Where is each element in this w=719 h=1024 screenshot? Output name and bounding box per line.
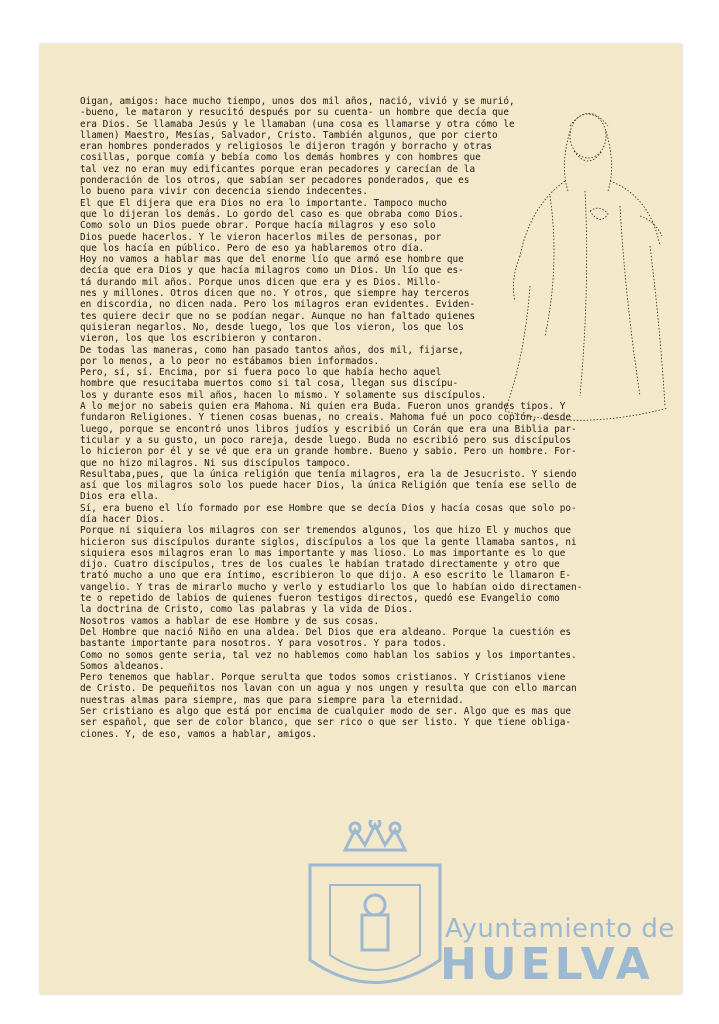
text-line: ser español, que ser de color blanco, que ser rico o que ser listo. Y que tiene obliga- [80, 717, 572, 729]
text-line: nuestras almas para siempre, mas que para siempre para la eternidad. [80, 694, 464, 706]
text-line: te o repetido de labios de quienes fueron testigos directos, quedó ese Evangelio como [80, 593, 560, 605]
text-line: Pero tenemos que hablar. Porque serulta que todos somos cristianos. Y Cristianos viene [80, 672, 566, 684]
text-line: Resultaba,pues, que la única religión que tenía milagros, era la de Jesucristo. Y siendo [80, 468, 577, 480]
text-line: Como no somos gente seria, tal vez no hablemos como hablan los sabios y los importantes. [80, 649, 577, 661]
text-line: nes y millones. Otros dicen que no. Y otros, que siempre hay terceros [80, 288, 470, 300]
text-line: tes quiere decir que no se podían negar. Aunque no han faltado quienes [80, 310, 476, 322]
text-line: dijo. Cuatro discípulos, tres de los cuales le habían tratado directamente y otro que [80, 559, 560, 571]
paper-sheet [40, 44, 682, 994]
text-line: quisieran negarlos. No, desde luego, los que los vieron, los que los [80, 321, 464, 333]
text-line: bastante importante para nosotros. Y para vosotros. Y para todos. [80, 638, 447, 650]
text-line: lo hicieron por él y se vé que era un grande hombre. Bueno y sabio. Pero un hombre. For- [80, 446, 577, 458]
text-line: ciones. Y, de eso, vamos a hablar, amigos. [80, 728, 318, 740]
text-line: Sí, era bueno el lío formado por ese Hombre que se decía Dios y hacía cosas que solo po- [80, 502, 577, 514]
text-line: Dios puede hacerlos. Y le vieron hacerlos miles de personas, por [80, 231, 442, 243]
text-line: que los hacía en público. Pero de eso ya hablaremos otro día. [80, 242, 425, 254]
text-line: que lo dijeran los demás. Lo gordo del caso es que obraba como Dios. [80, 208, 464, 220]
text-line: Como solo un Dios puede obrar. Porque hacía milagros y eso solo [80, 220, 436, 232]
text-line: Oigan, amigos: hace mucho tiempo, unos dos mil años, nació, vivió y se murió, [80, 96, 515, 107]
text-line: fundaron Religiones. Y tienen cosas buenas, no creais. Mahoma fué un poco copión, desde [80, 412, 572, 424]
text-line: Porque ni siquiera los milagros con ser tremendos algunos, los que hizo El y muchos que [80, 525, 572, 537]
text-line: -bueno, le mataron y resucitó después por su cuenta- un hombre que decía que [80, 107, 509, 119]
jesus-sketch-illustration [490, 96, 680, 426]
text-line: ponderación de los otros, que sabían ser pecadores ponderados, que es [80, 175, 470, 187]
text-line: era Dios. Se llamaba Jesús y le llamaban (una cosa es llamarse y otra cómo le [80, 118, 515, 130]
text-line: ticular y a su gusto, un poco rareja, desde luego. Buda no escribió pero sus discípulos [80, 434, 572, 446]
text-line: vangelio. Y tras de mirarlo mucho y verlo y estudiarlo los que lo habían oido directamen- [80, 581, 583, 593]
text-line: luego, porque se encontró unos libros judíos y escribió un Corán que era una Biblia par- [80, 423, 577, 435]
text-line: que no hizo milagros. Ni sus discípulos tampoco. [80, 457, 351, 469]
text-line: Pero, sí, sí. Encima, por si fuera poco lo que había hecho aquel [80, 367, 442, 379]
text-line: tal vez no eran muy edificantes porque eran pecadores y carecían de la [80, 163, 476, 175]
text-line: día hacer Dios. [80, 513, 165, 525]
text-line: Nosotros vamos a hablar de ese Hombre y de sus cosas. [80, 615, 380, 627]
text-line: Hoy no vamos a hablar mas que del enorme lío que armó ese hombre que [80, 254, 464, 266]
text-line: cosillas, porque comía y bebía como los demás hombres y con hombres que [80, 152, 481, 164]
text-line: por lo menos, a lo peor no estábamos bien informados. [80, 355, 380, 367]
text-line: Somos aldeanos. [80, 660, 165, 672]
watermark-line1: Ayuntamiento de [445, 914, 675, 944]
text-line: siquiera esos milagros eran lo mas importante y mas lioso. Lo mas importante es lo que [80, 547, 566, 559]
text-line: Dios era ella. [80, 491, 160, 503]
text-line: Del Hombre que nació Niño en una aldea. Del Dios que era aldeano. Porque la cuestión es [80, 626, 572, 638]
text-line: De todas las maneras, como han pasado tantos años, dos mil, fijarse, [80, 344, 464, 356]
text-line: lo bueno para vivir con decencia siendo indecentes. [80, 186, 368, 198]
watermark-line2: HUELVA [440, 939, 654, 990]
text-line: tá durando mil años. Porque unos dicen que era y es Dios. Millo- [80, 276, 442, 288]
text-line: hombre que resucitaba muertos como si tal cosa, llegan sus discípu- [80, 378, 459, 390]
text-line: hicieron sus discípulos durante siglos, discípulos a los que la gente llamaba santos, ni [80, 536, 577, 548]
text-line: eran hombres ponderados y religiosos le dijeron tragón y borracho y otras [80, 141, 493, 153]
text-line: la doctrina de Cristo, como las palabras y la vida de Dios. [80, 604, 414, 616]
text-line: Ser cristiano es algo que está por encima de cualquier modo de ser. Algo que es mas que [80, 706, 572, 718]
text-line: de Cristo. De pequeñitos nos lavan con un agua y nos ungen y resulta que con ello marcan [80, 683, 577, 695]
text-line: en discordia, no dicen nada. Pero los milagros eran evidentes. Eviden- [80, 299, 476, 311]
text-line: trató mucho a uno que era íntimo, escribieron lo que dijo. A eso escrito le llamaron E- [80, 570, 572, 582]
text-line: decía que era Dios y que hacía milagros como un Dios. Un lío que es- [80, 265, 464, 277]
text-line: llamen) Maestro, Mesías, Salvador, Cristo. También algunos, que por cierto [80, 129, 498, 141]
text-line: El que El dijera que era Dios no era lo importante. Tampoco mucho [80, 197, 447, 209]
text-line: así que los milagros solo los puede hacer Dios, la única Religión que tenía ese sello de [80, 480, 577, 492]
text-line: los y durante esos mil años, hacen lo mismo. Y solamente sus discípulos. [80, 389, 487, 401]
text-line: vieron, los que los escribieron y contaron. [80, 333, 323, 345]
text-line: A lo mejor no sabeis quien era Mahoma. Ni quien era Buda. Fueron unos grandes tipos. Y [80, 401, 566, 413]
